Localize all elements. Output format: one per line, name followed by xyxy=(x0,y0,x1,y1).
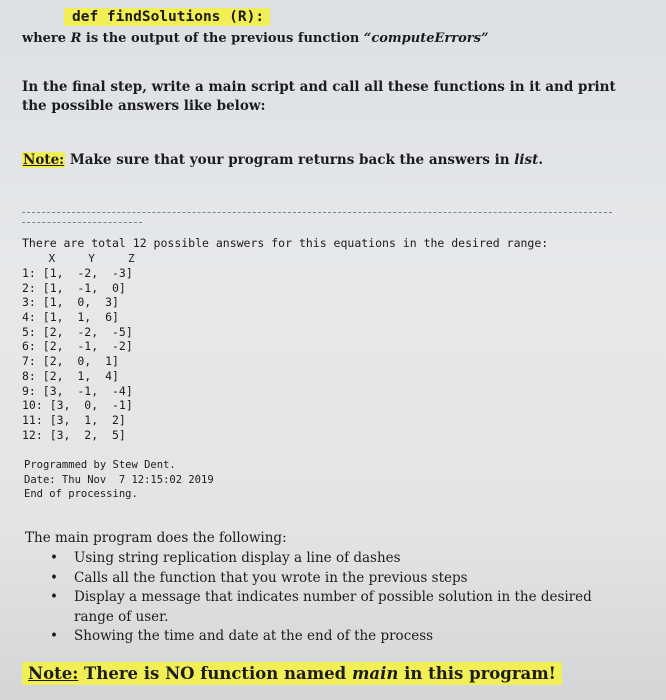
note-label: Note: xyxy=(28,664,79,683)
date-line: Date: Thu Nov 7 12:15:02 2019 xyxy=(24,473,214,486)
xyz-column-header: X Y Z xyxy=(22,252,135,265)
dash-separator-top xyxy=(22,212,612,213)
answer-item: 2: [1, -1, 0] xyxy=(22,280,126,295)
bullet-icon: • xyxy=(50,628,58,644)
note-text-after: in this program! xyxy=(398,664,556,683)
answer-item: 3: [1, 0, 3] xyxy=(22,295,119,310)
main-program-intro: The main program does the following: xyxy=(25,530,287,546)
note-text-before: There is NO function named xyxy=(78,664,352,683)
output-footer xyxy=(24,458,214,502)
programmed-by: Programmed by Stew Dent. xyxy=(24,459,176,471)
bullet-icon: • xyxy=(50,550,58,566)
where-prefix: where xyxy=(22,31,71,46)
bullet-icon: • xyxy=(50,589,58,605)
final-step-instructions: In the final step, write a main script and call all these functions in it and print the possible answers like below: xyxy=(22,79,616,114)
step-item xyxy=(48,549,608,569)
note-end: . xyxy=(538,152,544,168)
where-function-name: “computeErrors” xyxy=(363,31,489,46)
answer-list xyxy=(22,266,133,442)
answer-item: 1: [1, -2, -3] xyxy=(22,266,133,280)
step-text: Using string replication display a line of dashes xyxy=(74,550,401,566)
note-text: Make sure that your program returns back the answers in xyxy=(65,152,515,168)
end-of-processing: End of processing. xyxy=(24,488,138,500)
bullet-icon: • xyxy=(50,569,58,586)
answer-item: 9: [3, -1, -4] xyxy=(22,383,133,398)
step-text: Display a message that indicates number of possible solution in the desired range of user. xyxy=(74,589,592,625)
answer-item: 6: [2, -1, -2] xyxy=(22,339,133,354)
dash-separator-short xyxy=(22,222,142,223)
main-program-steps xyxy=(48,549,608,647)
step-item xyxy=(48,569,608,589)
answer-item: 12: [3, 2, 5] xyxy=(22,427,126,442)
note-no-main xyxy=(22,662,562,685)
where-var: R xyxy=(70,31,82,46)
answer-item: 4: [1, 1, 6] xyxy=(22,310,119,325)
step-text: Showing the time and date at the end of the process xyxy=(74,628,434,644)
output-header: There are total 12 possible answers for this equations in the desired range: xyxy=(22,236,549,250)
step-text: Calls all the function that you wrote in the previous steps xyxy=(74,569,468,586)
function-signature: def findSolutions (R): xyxy=(64,8,270,26)
answer-item: 5: [2, -2, -5] xyxy=(22,324,133,339)
answer-item: 11: [3, 1, 2] xyxy=(22,412,126,427)
step-item xyxy=(48,588,608,627)
note-emphasis: main xyxy=(351,664,399,683)
note-emphasis: list xyxy=(514,152,539,168)
step-item xyxy=(48,627,608,647)
where-line xyxy=(22,31,488,46)
answer-item: 7: [2, 0, 1] xyxy=(22,354,119,369)
note-label: Note: xyxy=(23,152,65,168)
answer-item: 10: [3, 0, -1] xyxy=(22,398,133,413)
answer-item: 8: [2, 1, 4] xyxy=(22,368,119,383)
note-return-list xyxy=(22,152,543,168)
where-middle: is the output of the previous function xyxy=(81,31,364,46)
